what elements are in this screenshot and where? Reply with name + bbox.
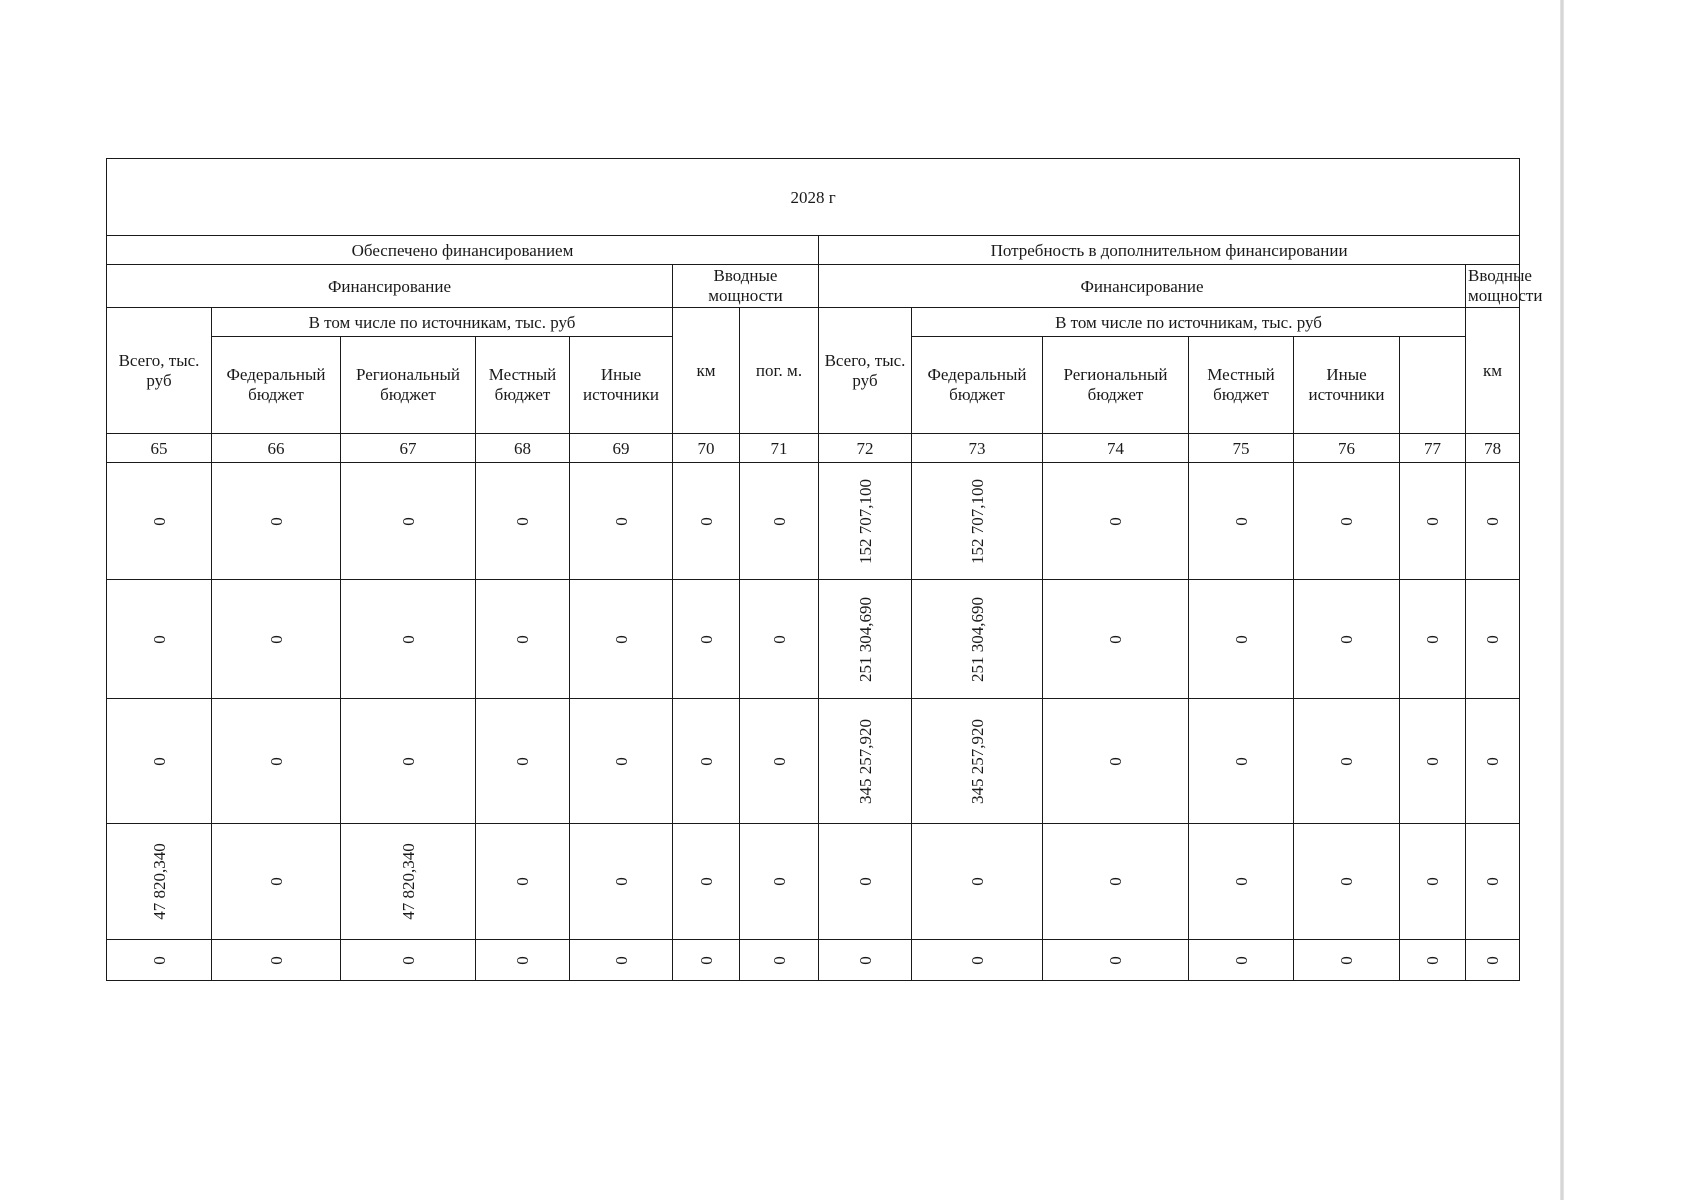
table-cell: 0 (341, 580, 476, 699)
table-cell: 0 (740, 824, 819, 940)
column-number: 76 (1294, 434, 1400, 463)
table-row (107, 580, 1520, 699)
table-cell: 0 (819, 940, 912, 981)
year-header: 2028 г (107, 159, 1520, 236)
table-cell: 0 (740, 580, 819, 699)
secured-other-header: Иные источники (570, 337, 673, 434)
table-cell: 0 (1189, 940, 1294, 981)
table-cell: 0 (212, 699, 341, 824)
need-financing-header: Финансирование (819, 265, 1466, 308)
column-number: 70 (673, 434, 740, 463)
table-cell: 0 (673, 824, 740, 940)
column-number: 65 (107, 434, 212, 463)
table-cell: 0 (1466, 580, 1520, 699)
table-cell: 0 (1400, 463, 1466, 580)
table-cell: 0 (673, 463, 740, 580)
table-cell: 0 (1466, 940, 1520, 981)
table-cell: 251 304,690 (819, 580, 912, 699)
table-cell: 0 (1189, 699, 1294, 824)
secured-total-header: Всего, тыс. руб (107, 308, 212, 434)
table-cell: 0 (107, 940, 212, 981)
table-cell: 0 (912, 824, 1043, 940)
table-cell: 0 (476, 824, 570, 940)
secured-financing-header: Финансирование (107, 265, 673, 308)
table-cell: 0 (341, 463, 476, 580)
table-cell: 0 (1189, 824, 1294, 940)
column-number: 73 (912, 434, 1043, 463)
page-edge-shadow (1560, 0, 1564, 1200)
secured-by-sources-header: В том числе по источникам, тыс. руб (212, 308, 673, 337)
secured-federal-header: Федеральный бюджет (212, 337, 341, 434)
table-cell: 152 707,100 (819, 463, 912, 580)
column-number-row (107, 434, 1520, 463)
table-cell: 0 (1294, 940, 1400, 981)
table-cell: 0 (1400, 699, 1466, 824)
column-number: 72 (819, 434, 912, 463)
table-cell: 0 (1043, 580, 1189, 699)
table-cell: 0 (476, 463, 570, 580)
column-number: 67 (341, 434, 476, 463)
table-cell: 0 (1466, 699, 1520, 824)
secured-local-header: Местный бюджет (476, 337, 570, 434)
need-km-header: км (1466, 308, 1520, 434)
table-cell: 0 (212, 463, 341, 580)
need-federal-header: Федеральный бюджет (912, 337, 1043, 434)
table-cell: 0 (570, 699, 673, 824)
table-cell: 0 (1189, 463, 1294, 580)
table-cell: 0 (476, 580, 570, 699)
column-number: 66 (212, 434, 341, 463)
table-cell: 0 (212, 580, 341, 699)
table-cell: 0 (1043, 824, 1189, 940)
need-local-header: Местный бюджет (1189, 337, 1294, 434)
table-cell: 0 (1294, 699, 1400, 824)
table-cell: 0 (1043, 940, 1189, 981)
need-total-header: Всего, тыс. руб (819, 308, 912, 434)
table-cell: 0 (673, 940, 740, 981)
table-cell: 345 257,920 (819, 699, 912, 824)
table-cell: 0 (476, 699, 570, 824)
column-number: 74 (1043, 434, 1189, 463)
table-cell: 0 (570, 824, 673, 940)
table-cell: 0 (912, 940, 1043, 981)
table-cell: 0 (212, 940, 341, 981)
table-cell: 0 (570, 463, 673, 580)
table-row (107, 699, 1520, 824)
table-cell: 0 (212, 824, 341, 940)
table-cell: 0 (476, 940, 570, 981)
table-cell: 0 (1400, 580, 1466, 699)
table-row (107, 940, 1520, 981)
column-number: 68 (476, 434, 570, 463)
table-cell: 251 304,690 (912, 580, 1043, 699)
table-cell: 152 707,100 (912, 463, 1043, 580)
secured-pog-m-header: пог. м. (740, 308, 819, 434)
additional-need-header: Потребность в дополнительном финансировании (819, 236, 1520, 265)
table-cell: 0 (1294, 463, 1400, 580)
column-number: 77 (1400, 434, 1466, 463)
table-cell: 0 (1400, 940, 1466, 981)
table-cell: 0 (1294, 580, 1400, 699)
table-cell: 0 (1189, 580, 1294, 699)
table-cell: 0 (740, 463, 819, 580)
table-cell: 0 (107, 580, 212, 699)
need-regional-header: Региональный бюджет (1043, 337, 1189, 434)
table-cell: 0 (740, 940, 819, 981)
need-other-header: Иные источники (1294, 337, 1400, 434)
column-number: 71 (740, 434, 819, 463)
need-capacity-header: Вводные мощности (1466, 265, 1520, 308)
need-by-sources-header: В том числе по источникам, тыс. руб (912, 308, 1466, 337)
column-number: 78 (1466, 434, 1520, 463)
table-cell: 0 (819, 824, 912, 940)
table-cell: 0 (673, 580, 740, 699)
table-cell: 0 (570, 580, 673, 699)
secured-km-header: км (673, 308, 740, 434)
table-cell: 0 (341, 940, 476, 981)
table-row (107, 463, 1520, 580)
table-cell: 0 (1400, 824, 1466, 940)
table-cell: 0 (341, 699, 476, 824)
table-cell: 47 820,340 (107, 824, 212, 940)
secured-regional-header: Региональный бюджет (341, 337, 476, 434)
table-cell: 0 (107, 699, 212, 824)
financing-table (106, 158, 1543, 981)
table-cell: 0 (1043, 463, 1189, 580)
table-cell: 345 257,920 (912, 699, 1043, 824)
table-cell: 0 (1466, 463, 1520, 580)
secured-funding-header: Обеспечено финансированием (107, 236, 819, 265)
table-cell: 0 (107, 463, 212, 580)
table-cell: 0 (740, 699, 819, 824)
table-cell: 47 820,340 (341, 824, 476, 940)
table-cell: 0 (570, 940, 673, 981)
table-cell: 0 (673, 699, 740, 824)
table-cell: 0 (1466, 824, 1520, 940)
table-cell: 0 (1294, 824, 1400, 940)
column-number: 69 (570, 434, 673, 463)
table-cell: 0 (1043, 699, 1189, 824)
column-number: 75 (1189, 434, 1294, 463)
secured-capacity-header: Вводные мощности (673, 265, 819, 308)
table-row (107, 824, 1520, 940)
